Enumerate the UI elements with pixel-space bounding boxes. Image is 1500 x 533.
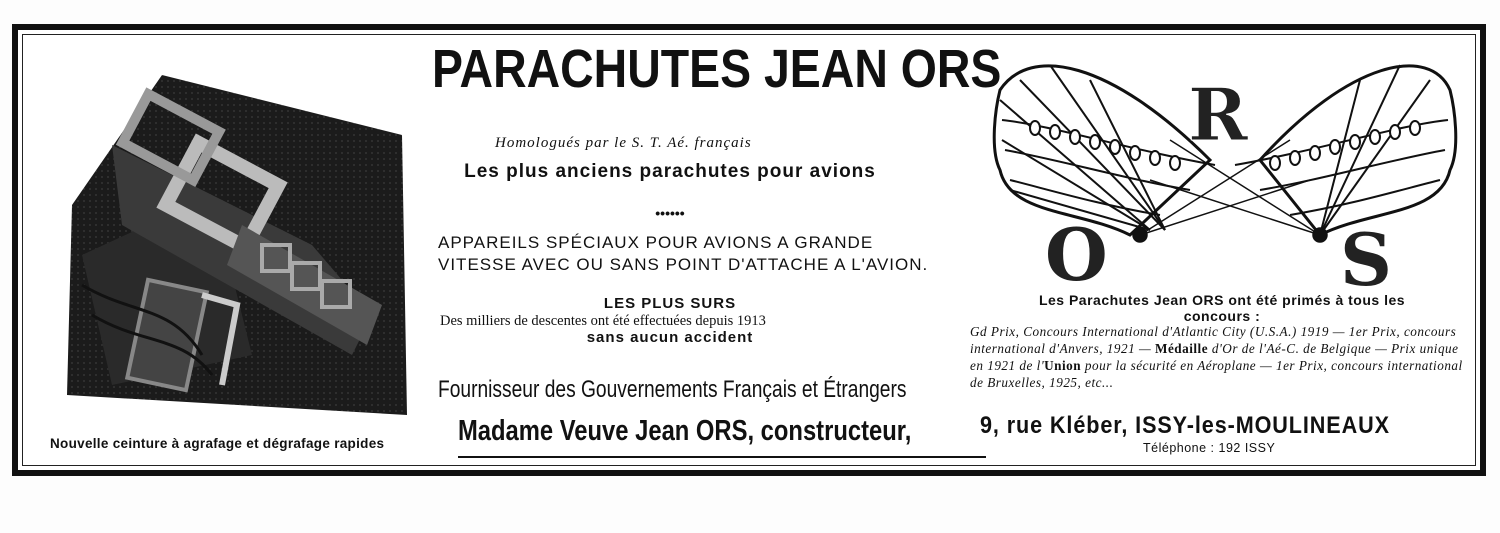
special-devices-text: APPAREILS SPÉCIAUX POUR AVIONS A GRANDE VITESSE AVEC OU SANS POINT D'ATTACHE A L'AVION. — [438, 233, 929, 274]
constructor-line: Madame Veuve Jean ORS, constructeur, — [458, 415, 912, 447]
thousands-descents-text: Des milliers de descentes ont été effectuées depuis 1913 — [440, 313, 766, 329]
award-medaille: Médaille — [1155, 341, 1209, 356]
ad-title: PARACHUTES JEAN ORS — [432, 39, 1002, 99]
separator-dots: •••••• — [655, 205, 685, 221]
award-line-1: Gd Prix, Concours International d'Atlantic City (U.S.A.) 1919 — [970, 324, 1329, 339]
awards-heading: Les Parachutes Jean ORS ont été primés à tous les concours : — [1038, 292, 1406, 324]
photo-caption: Nouvelle ceinture à agrafage et dégrafage rapides — [50, 436, 385, 451]
telephone-line: Téléphone : 192 ISSY — [1143, 441, 1276, 455]
award-union: Union — [1044, 358, 1082, 373]
supplier-line: Fournisseur des Gouvernements Français et Étrangers — [438, 376, 907, 403]
logo-letter-s: S — [1340, 217, 1392, 300]
award-line-2: — 1er Prix, concours international d'Anvers, 1921 — — [970, 324, 1457, 356]
safest-heading: LES PLUS SURS — [603, 295, 737, 312]
harness-belt-photo — [52, 55, 417, 420]
awards-list — [970, 323, 1468, 391]
logo-letter-r: R — [1188, 72, 1248, 157]
award-line-3: d'Or de l'Aé-C. de Belgique — Prix unique en 1921 de l' — [970, 341, 1459, 373]
left-parachute-icon — [994, 65, 1215, 235]
constructor-underline — [458, 456, 986, 458]
no-accident-text: sans aucun accident — [586, 329, 754, 346]
award-line-4: pour la sécurité en Aéroplane — 1er Prix, concours international de Bruxelles, 1925, etc... — [970, 358, 1463, 390]
homologation-line: Homologués par le S. T. Aé. français — [495, 135, 752, 151]
ors-parachute-logo — [990, 40, 1460, 300]
right-parachute-icon — [1235, 65, 1456, 235]
oldest-parachutes-line: Les plus anciens parachutes pour avions — [464, 161, 876, 182]
logo-letter-o: O — [1045, 212, 1108, 297]
address-line: 9, rue Kléber, ISSY-les-MOULINEAUX — [980, 412, 1390, 439]
